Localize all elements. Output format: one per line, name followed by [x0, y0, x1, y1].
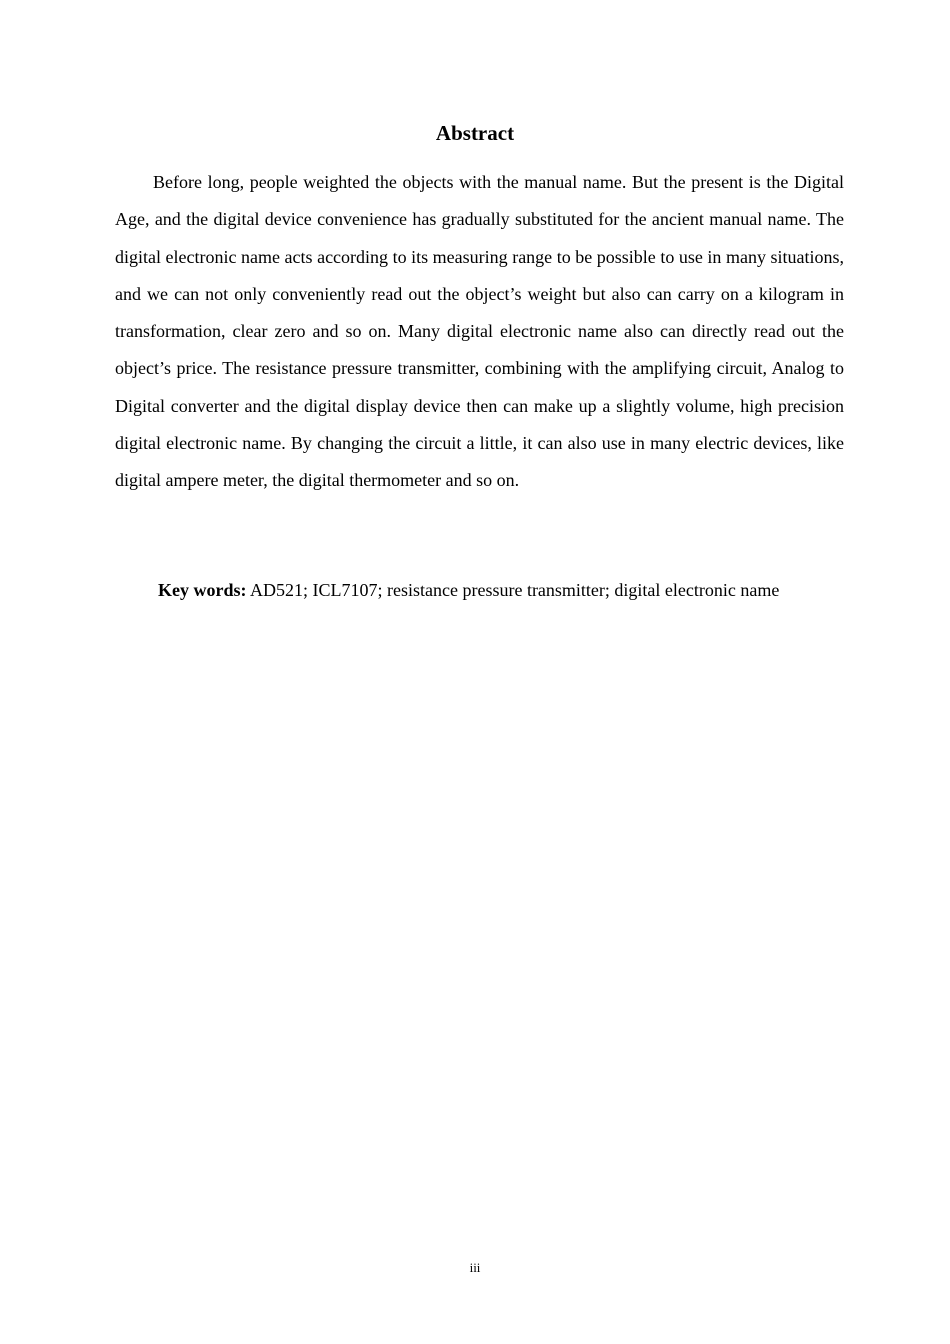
- abstract-paragraph: Before long, people weighted the objects with the manual name. But the present is the Digital Age, and the digital device convenience has gradually substituted for the ancient manual name. The digital electronic name acts according to its measuring range to be possible to use in many situations, and we can not only conveniently read out the object’s weight but also can carry on a kilogram in transformation, clear zero and so on. Many digital electronic name also can directly read out the object’s price. The resistance pressure transmitter, combining with the amplifying circuit, Analog to Digital converter and the digital display device then can make up a slightly volume, high precision digital electronic name. By changing the circuit a little, it can also use in many electric devices, like digital ampere meter, the digital thermometer and so on.: [115, 172, 844, 491]
- keywords-line: [158, 575, 858, 605]
- page-number: iii: [469, 1260, 481, 1275]
- keywords-label: Key words:: [158, 580, 247, 600]
- abstract-title: Abstract: [435, 121, 515, 145]
- keywords-text: AD521; ICL7107; resistance pressure transmitter; digital electronic name: [246, 580, 780, 600]
